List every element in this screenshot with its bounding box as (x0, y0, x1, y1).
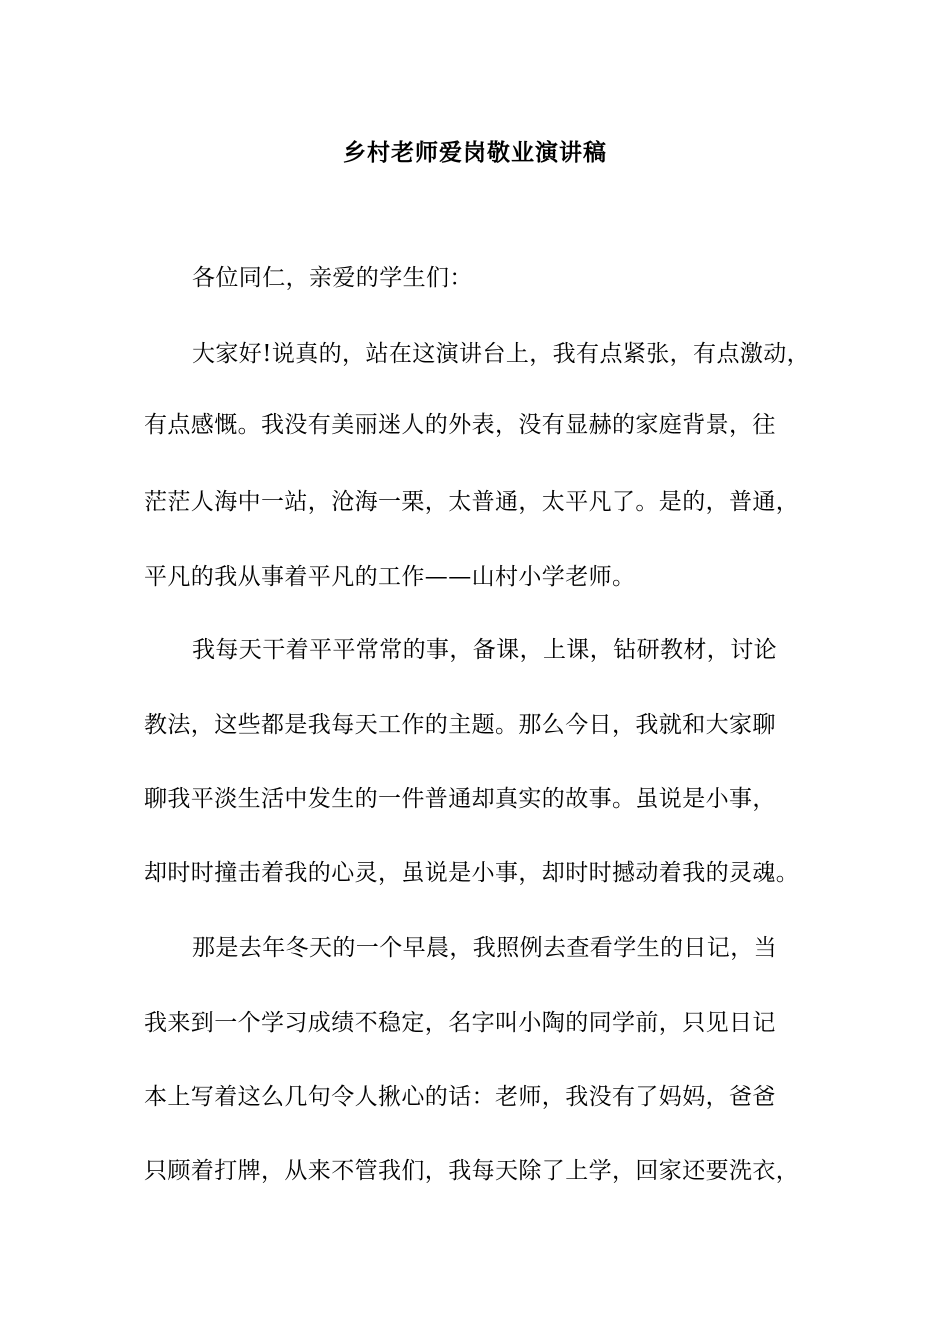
text-line-5: 平凡的我从事着平凡的工作——山村小学老师。 (144, 564, 636, 590)
text-line-4: 茫茫人海中一站，沧海一栗，太普通，太平凡了。是的，普通， (144, 489, 800, 515)
text-line-13: 只顾着打牌，从来不管我们，我每天除了上学，回家还要洗衣， (144, 1158, 800, 1184)
text-line-6: 我每天干着平平常常的事，备课，上课，钻研教材，讨论 (192, 637, 777, 663)
text-line-1: 各位同仁，亲爱的学生们： (192, 265, 473, 291)
document-title: 乡村老师爱岗敬业演讲稿 (343, 139, 607, 166)
text-line-2: 大家好!说真的，站在这演讲台上，我有点紧张，有点激动， (192, 341, 811, 367)
text-line-7: 教法，这些都是我每天工作的主题。那么今日，我就和大家聊 (144, 712, 776, 738)
text-line-11: 我来到一个学习成绩不稳定，名字叫小陶的同学前，只见日记 (144, 1010, 776, 1036)
text-line-12: 本上写着这么几句令人揪心的话：老师，我没有了妈妈，爸爸 (144, 1084, 776, 1110)
text-line-9: 却时时撞击着我的心灵，虽说是小事，却时时撼动着我的灵魂。 (144, 860, 800, 886)
text-line-8: 聊我平淡生活中发生的一件普通却真实的故事。虽说是小事， (144, 786, 776, 812)
text-line-10: 那是去年冬天的一个早晨，我照例去查看学生的日记，当 (192, 935, 777, 961)
text-line-3: 有点感慨。我没有美丽迷人的外表，没有显赫的家庭背景，往 (144, 412, 776, 438)
